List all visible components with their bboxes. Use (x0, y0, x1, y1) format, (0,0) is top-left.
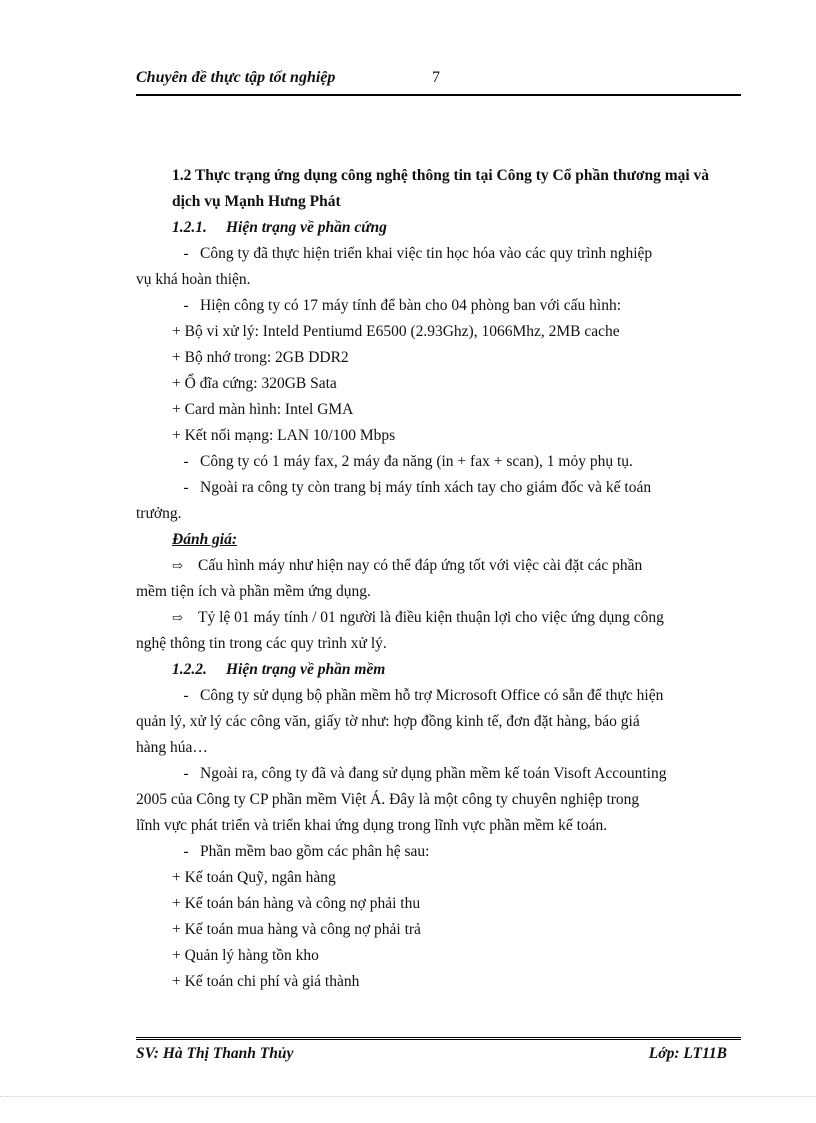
dash-bullet: - (183, 297, 189, 314)
dash-bullet: - (183, 765, 189, 782)
spec-network: + Kết nối mạng: LAN 10/100 Mbps (172, 427, 396, 444)
dash-bullet: - (183, 453, 189, 470)
evaluation-2-cont: nghệ thông tin trong các quy trình xử lý. (136, 635, 387, 652)
dash-bullet: - (183, 245, 189, 262)
subsection-number: 1.2.1. (172, 219, 207, 236)
module-cost: + Kế toán chi phí và giá thành (172, 973, 360, 990)
paragraph-hw-3 (172, 449, 740, 475)
text-line: Phần mềm bao gồm các phân hệ sau: (200, 843, 430, 860)
subsection-software (172, 657, 740, 683)
paragraph-hw-2 (172, 293, 740, 319)
spec-ram: + Bộ nhớ trong: 2GB DDR2 (172, 349, 349, 366)
page-header (136, 66, 741, 96)
arrow-right-icon: ⇨ (172, 610, 183, 625)
header-title: Chuyên đề thực tập tốt nghiệp (136, 69, 336, 86)
footer-class: Lớp: LT11B (648, 1045, 727, 1062)
text-line: Ngoài ra, công ty đã và đang sử dụng phần mềm kế toán Visoft Accounting (200, 765, 667, 782)
paragraph-sw-1-cont: hàng húa… (136, 739, 208, 756)
evaluation-1 (172, 553, 740, 579)
section-title: 1.2 Thực trạng ứng dụng công nghệ thông tin tại Công ty Cổ phần thương mại và dịch vụ Mạnh Hưng Phát (172, 167, 710, 210)
paragraph-sw-2-cont: lĩnh vực phát triển và triển khai ứng dụng trong lĩnh vực phần mềm kế toán. (136, 817, 608, 834)
subsection-heading: Hiện trạng về phần mềm (226, 661, 386, 678)
text-line: Cấu hình máy như hiện nay có thể đáp ứng tốt với việc cài đặt các phần (198, 557, 643, 574)
paragraph-sw-2-mid: 2005 của Công ty CP phần mềm Việt Á. Đây là một công ty chuyên nghiệp trong (136, 791, 640, 808)
page-edge-divider (0, 1096, 816, 1098)
paragraph-sw-1-mid: quản lý, xử lý các công văn, giấy tờ như: hợp đồng kinh tế, đơn đặt hàng, báo giá (136, 713, 640, 730)
spec-vga: + Card màn hình: Intel GMA (172, 401, 354, 418)
dash-bullet: - (183, 479, 189, 496)
dash-bullet: - (183, 843, 189, 860)
text-line: Công ty sử dụng bộ phần mềm hỗ trợ Microsoft Office có sẵn để thực hiện (200, 687, 664, 704)
text-line: Tỷ lệ 01 máy tính / 01 người là điều kiện thuận lợi cho việc ứng dụng công (198, 609, 664, 626)
subsection-number: 1.2.2. (172, 661, 207, 678)
arrow-right-icon: ⇨ (172, 558, 183, 573)
subsection-heading: Hiện trạng về phần cứng (226, 219, 387, 236)
text-line: Công ty đã thực hiện triển khai việc tin học hóa vào các quy trình nghiệp (200, 245, 653, 262)
paragraph-hw-4-cont: trưởng. (136, 505, 182, 522)
footer-student: SV: Hà Thị Thanh Thủy (136, 1045, 294, 1062)
module-inventory: + Quản lý hàng tồn kho (172, 947, 319, 964)
paragraph-sw-2 (172, 761, 740, 787)
paragraph-sw-3 (172, 839, 740, 865)
text-line: Hiện công ty có 17 máy tính để bàn cho 04 phòng ban với cấu hình: (200, 297, 622, 314)
evaluation-label: Đánh giá: (172, 531, 238, 548)
module-cash-bank: + Kế toán Quỹ, ngân hàng (172, 869, 336, 886)
document-body (136, 163, 740, 995)
evaluation-2 (172, 605, 740, 631)
text-line: Công ty có 1 máy fax, 2 máy đa năng (in + fax + scan), 1 mỏy phụ tụ. (200, 453, 633, 470)
paragraph-hw-1-cont: vụ khá hoàn thiện. (136, 271, 251, 288)
page-footer (136, 1037, 741, 1066)
module-sales: + Kế toán bán hàng và công nợ phải thu (172, 895, 421, 912)
page-number: 7 (432, 69, 440, 86)
paragraph-hw-1 (172, 241, 740, 267)
dash-bullet: - (183, 687, 189, 704)
spec-disk: + Ổ đĩa cứng: 320GB Sata (172, 375, 337, 392)
evaluation-1-cont: mềm tiện ích và phần mềm ứng dụng. (136, 583, 371, 600)
subsection-hardware (172, 215, 740, 241)
spec-cpu: + Bộ vi xử lý: Inteld Pentiumd E6500 (2.93Ghz), 1066Mhz, 2MB cache (172, 323, 620, 340)
text-line: Ngoài ra công ty còn trang bị máy tính xách tay cho giám đốc và kế toán (200, 479, 652, 496)
paragraph-hw-4 (172, 475, 740, 501)
module-purchase: + Kế toán mua hàng và công nợ phải trả (172, 921, 421, 938)
paragraph-sw-1 (172, 683, 740, 709)
